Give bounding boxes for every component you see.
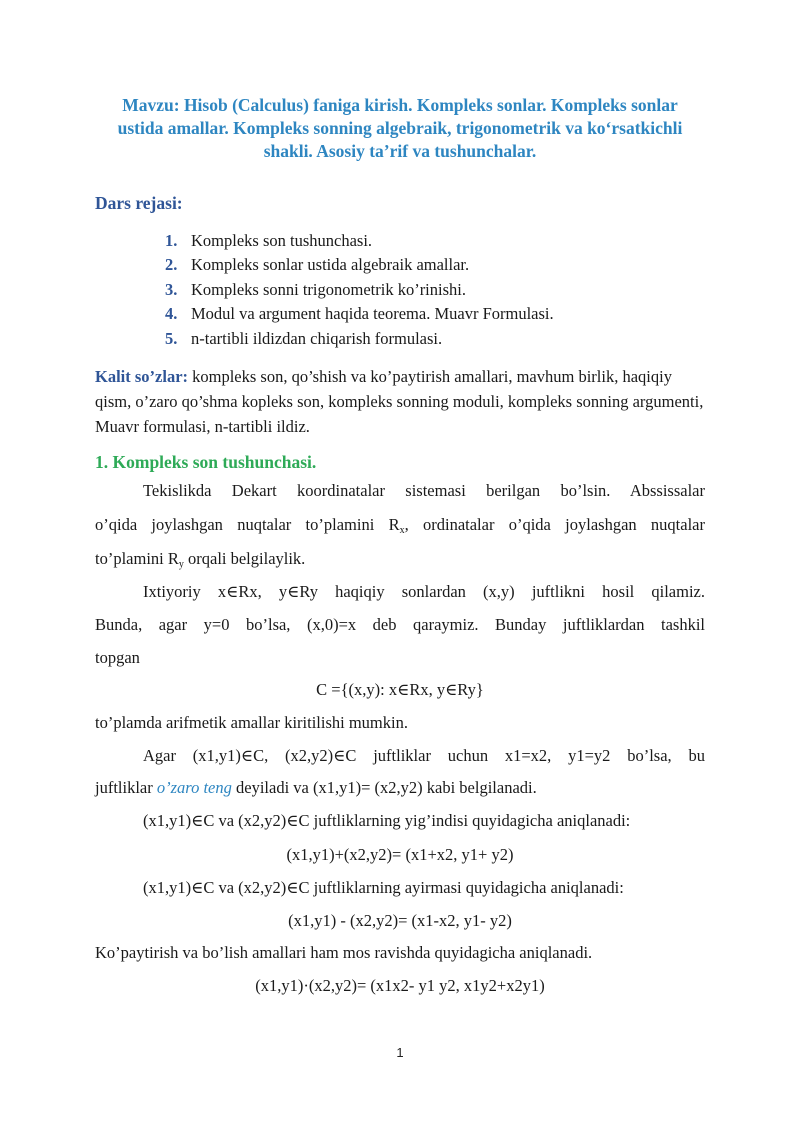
- plan-item-number: 4.: [165, 304, 178, 324]
- body-line: [95, 549, 705, 569]
- body-line: [95, 515, 705, 535]
- body-line: [95, 778, 705, 798]
- text-run: , ordinatalar o’qida joylashgan nuqtalar: [404, 515, 705, 534]
- plan-item-number: 2.: [165, 255, 178, 275]
- body-line: topgan: [95, 648, 140, 667]
- subscript: x: [399, 525, 405, 536]
- text-run: orqali belgilaylik.: [183, 549, 306, 568]
- page-number: 1: [396, 1045, 404, 1060]
- text-run: to’plamini R: [95, 549, 179, 568]
- defined-term: o’zaro teng: [156, 778, 232, 797]
- text-run: deyiladi va (x1,y1)= (x2,y2) kabi belgilanadi.: [231, 778, 537, 797]
- keywords-text: kompleks son, qo’shish va ko’paytirish amallari, mavhum birlik, haqiqiy qism, o’zaro qo’shma kopleks son, kompleks sonning moduli, kompleks sonning argumenti, Muavr formulasi, n-tartibli ildiz.: [95, 367, 704, 436]
- body-line: (x1,y1)∈C va (x2,y2)∈C juftliklarning yig’indisi quyidagicha aniqlanadi:: [143, 811, 631, 830]
- plan-item: [165, 302, 554, 326]
- keywords-label: Kalit so’zlar:: [95, 367, 189, 386]
- text-run: juftliklar: [95, 778, 157, 797]
- sum-formula: (x1,y1)+(x2,y2)= (x1+x2, y1+ y2): [286, 845, 514, 864]
- plan-item-text: Kompleks son tushunchasi.: [191, 231, 373, 250]
- body-line: Tekislikda Dekart koordinatalar sistemasi berilgan bo’lsin. Abssissalar: [143, 481, 705, 500]
- plan-item-number: 1.: [165, 231, 178, 250]
- lesson-plan-list: [165, 229, 554, 351]
- set-definition-formula: C ={(x,y): x∈Rx, y∈Ry}: [316, 680, 484, 699]
- plan-item: [165, 253, 554, 277]
- lesson-plan-heading: Dars rejasi:: [95, 193, 183, 213]
- plan-item: [165, 327, 554, 351]
- product-formula: (x1,y1)·(x2,y2)= (x1x2- y1 y2, x1y2+x2y1): [255, 976, 545, 995]
- keywords-paragraph: [95, 364, 705, 439]
- lesson-title: [95, 94, 705, 163]
- plan-item-number: 5.: [165, 328, 178, 348]
- plan-item: [165, 278, 554, 302]
- plan-item: [165, 229, 554, 253]
- body-line: Agar (x1,y1)∈C, (x2,y2)∈C juftliklar uchun x1=x2, y1=y2 bo’lsa, bu: [143, 746, 705, 765]
- title-line: shakli. Asosiy ta’rif va tushunchalar.: [263, 141, 537, 161]
- text-run: o’qida joylashgan nuqtalar to’plamini R: [95, 515, 400, 534]
- body-line: to’plamda arifmetik amallar kiritilishi mumkin.: [95, 713, 408, 732]
- difference-formula: (x1,y1) - (x2,y2)= (x1-x2, y1- y2): [288, 911, 512, 930]
- body-line: (x1,y1)∈C va (x2,y2)∈C juftliklarning ayirmasi quyidagicha aniqlanadi:: [143, 878, 624, 897]
- plan-item-text: n-tartibli ildizdan chiqarish formulasi.: [191, 328, 443, 348]
- plan-item-text: Kompleks sonni trigonometrik ko’rinishi.: [191, 279, 466, 299]
- plan-item-text: Kompleks sonlar ustida algebraik amallar.: [191, 255, 470, 275]
- plan-item-number: 3.: [165, 279, 178, 299]
- body-line: Ixtiyoriy x∈Rx, y∈Ry haqiqiy sonlardan (x,y) juftlikni hosil qilamiz.: [143, 582, 705, 601]
- section-heading: 1. Kompleks son tushunchasi.: [95, 452, 317, 472]
- title-line: Mavzu: Hisob (Calculus) faniga kirish. Kompleks sonlar. Kompleks sonlar: [122, 95, 678, 115]
- plan-item-text: Modul va argument haqida teorema. Muavr Formulasi.: [191, 304, 554, 324]
- subscript: y: [178, 559, 184, 570]
- title-line: ustida amallar. Kompleks sonning algebraik, trigonometrik va ko‘rsatkichli: [117, 118, 683, 138]
- body-line: Ko’paytirish va bo’lish amallari ham mos ravishda quyidagicha aniqlanadi.: [95, 943, 593, 962]
- body-line: Bunda, agar y=0 bo’lsa, (x,0)=x deb qaraymiz. Bunday juftliklardan tashkil: [95, 615, 705, 634]
